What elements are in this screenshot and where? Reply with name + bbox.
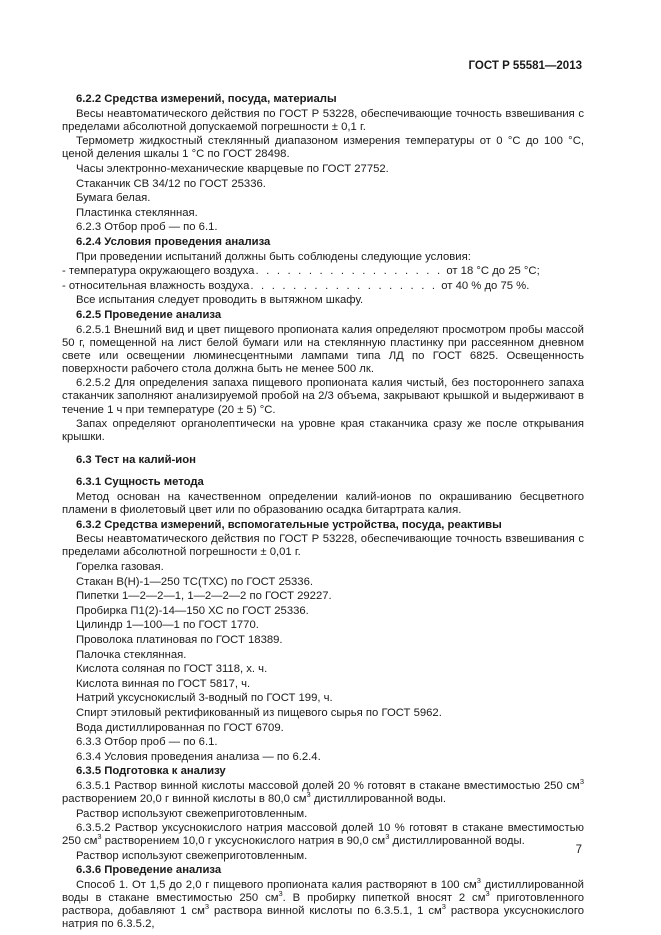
list-item: Стакан В(Н)-1—250 ТС(ТХС) по ГОСТ 25336. — [76, 575, 314, 588]
paragraph: Метод основан на качественном определении калий-ионов по окрашиванию бесцветного пламени в фиолетовый цвет или по образованию осадка битартрата калия. — [62, 491, 584, 517]
list-item: Натрий уксуснокислый 3-водный по ГОСТ 199, ч. — [76, 692, 333, 705]
leader-dots: . . . . . . . . . . . . . . . . . . — [255, 265, 443, 278]
list-item: Цилиндр 1—100—1 по ГОСТ 1770. — [76, 619, 259, 632]
section-6-2-3: 6.2.3 Отбор проб — по 6.1. — [76, 221, 218, 234]
section-heading-6-3: 6.3 Тест на калий-ион — [76, 453, 196, 466]
condition-row — [62, 265, 584, 278]
list-item: Спирт этиловый ректификованный из пищевого сырья по ГОСТ 5962. — [76, 706, 442, 719]
page-number: 7 — [575, 844, 582, 856]
paragraph: Стаканчик СВ 34/12 по ГОСТ 25336. — [76, 177, 266, 190]
condition-value: от 18 °С до 25 °С; — [446, 265, 540, 278]
list-item: Вода дистиллированная по ГОСТ 6709. — [76, 721, 284, 734]
section-heading-6-3-2: 6.3.2 Средства измерений, вспомогательные устройства, посуда, реактивы — [76, 518, 502, 531]
document-header: ГОСТ Р 55581—2013 — [468, 60, 582, 72]
paragraph: Бумага белая. — [76, 192, 151, 205]
list-item: Кислота соляная по ГОСТ 3118, х. ч. — [76, 663, 268, 676]
paragraph: Способ 1. От 1,5 до 2,0 г пищевого пропионата калия растворяют в 100 $см^3$ дистиллированной воды в стакане вместимостью 250 $см^3$. В пробирку пипеткой вносят 2 $см^3$ приготовленного раствора, добавляют 1 $см^3$ раствора винной кислоты по 6.3.5.1, 1 $см^3$ раствора уксуснокислого натрия по 6.3.5.2, — [62, 876, 585, 931]
paragraph: Термометр жидкостный стеклянный диапазоном измерения температуры от 0 °С до 100 °С, ценой деления шкалы 1 °С по ГОСТ 28498. — [62, 135, 584, 161]
document-body — [62, 93, 584, 933]
list-item: Палочка стеклянная. — [76, 648, 187, 661]
section-heading-6-3-5: 6.3.5 Подготовка к анализу — [76, 765, 226, 778]
paragraph: 6.2.5.1 Внешний вид и цвет пищевого пропионата калия определяют просмотром пробы массой 50 г, помещенной на лист белой бумаги или на стеклянную пластинку при рассеянном дневном свете или освещении люминесцентными лампами типа ЛД по ГОСТ 6825. Освещенность поверхности рабочего стола должна быть не менее 500 лк. — [62, 323, 584, 375]
list-item: Пробирка П1(2)-14—150 ХС по ГОСТ 25336. — [76, 604, 309, 617]
paragraph: 6.3.5.2 Раствор уксуснокислого натрия массовой долей 10 % готовят в стакане вместимостью 250 $см^3$ растворением 10,0 г уксуснокислого натрия в 90,0 $см^3$ дистиллированной воды. — [62, 822, 584, 848]
paragraph: Раствор используют свежеприготовленным. — [76, 849, 308, 862]
section-6-3-4: 6.3.4 Условия проведения анализа — по 6.2.4. — [76, 750, 321, 763]
spacer — [62, 446, 584, 454]
condition-row — [62, 280, 584, 293]
leader-dots: . . . . . . . . . . . . . . . . . . — [250, 279, 438, 292]
section-heading-6-3-1: 6.3.1 Сущность метода — [76, 476, 204, 489]
paragraph: 6.2.5.2 Для определения запаха пищевого пропионата калия чистый, без постороннего запаха стаканчик заполняют анализируемой пробой на 2/3 объема, закрывают крышкой и выдерживают в течение 1 ч при температуре (20 ± 5) °С. — [62, 377, 584, 416]
section-6-3-3: 6.3.3 Отбор проб — по 6.1. — [76, 736, 218, 749]
section-heading-6-3-6: 6.3.6 Проведение анализа — [76, 864, 222, 877]
paragraph: Все испытания следует проводить в вытяжном шкафу. — [76, 294, 364, 307]
paragraph: Запах определяют органолептически на уровне края стаканчика сразу же после открывания крышки. — [62, 418, 584, 444]
condition-value: от 40 % до 75 %. — [441, 279, 530, 292]
section-heading-6-2-4: 6.2.4 Условия проведения анализа — [76, 235, 271, 248]
list-item: Проволока платиновая по ГОСТ 18389. — [76, 633, 283, 646]
paragraph: Раствор используют свежеприготовленным. — [76, 807, 308, 820]
list-item: Кислота винная по ГОСТ 5817, ч. — [76, 677, 251, 690]
section-heading-6-2-2: 6.2.2 Средства измерений, посуда, материалы — [76, 93, 337, 105]
section-heading-6-2-5: 6.2.5 Проведение анализа — [76, 308, 222, 321]
spacer — [62, 468, 584, 476]
paragraph: При проведении испытаний должны быть соблюдены следующие условия: — [76, 250, 471, 263]
paragraph: Весы неавтоматического действия по ГОСТ Р 53228, обеспечивающие точность взвешивания с пределами абсолютной погрешности ± 0,01 г. — [62, 533, 584, 559]
paragraph: Пластинка стеклянная. — [76, 206, 198, 219]
paragraph: Часы электронно-механические кварцевые по ГОСТ 27752. — [76, 162, 389, 175]
paragraph: Весы неавтоматического действия по ГОСТ Р 53228, обеспечивающие точность взвешивания с пределами абсолютной допускаемой погрешности ± 0,1 г. — [62, 107, 584, 133]
condition-label: - относительная влажность воздуха — [62, 279, 250, 292]
paragraph: 6.3.5.1 Раствор винной кислоты массовой долей 20 % готовят в стакане вместимостью 250 $см^3$ растворением 20,0 г винной кислоты в 80,0 $см^3$ дистиллированной воды. — [62, 777, 584, 805]
list-item: Пипетки 1—2—2—1, 1—2—2—2 по ГОСТ 29227. — [76, 590, 332, 603]
condition-label: - температура окружающего воздуха — [62, 265, 255, 278]
list-item: Горелка газовая. — [76, 561, 164, 573]
